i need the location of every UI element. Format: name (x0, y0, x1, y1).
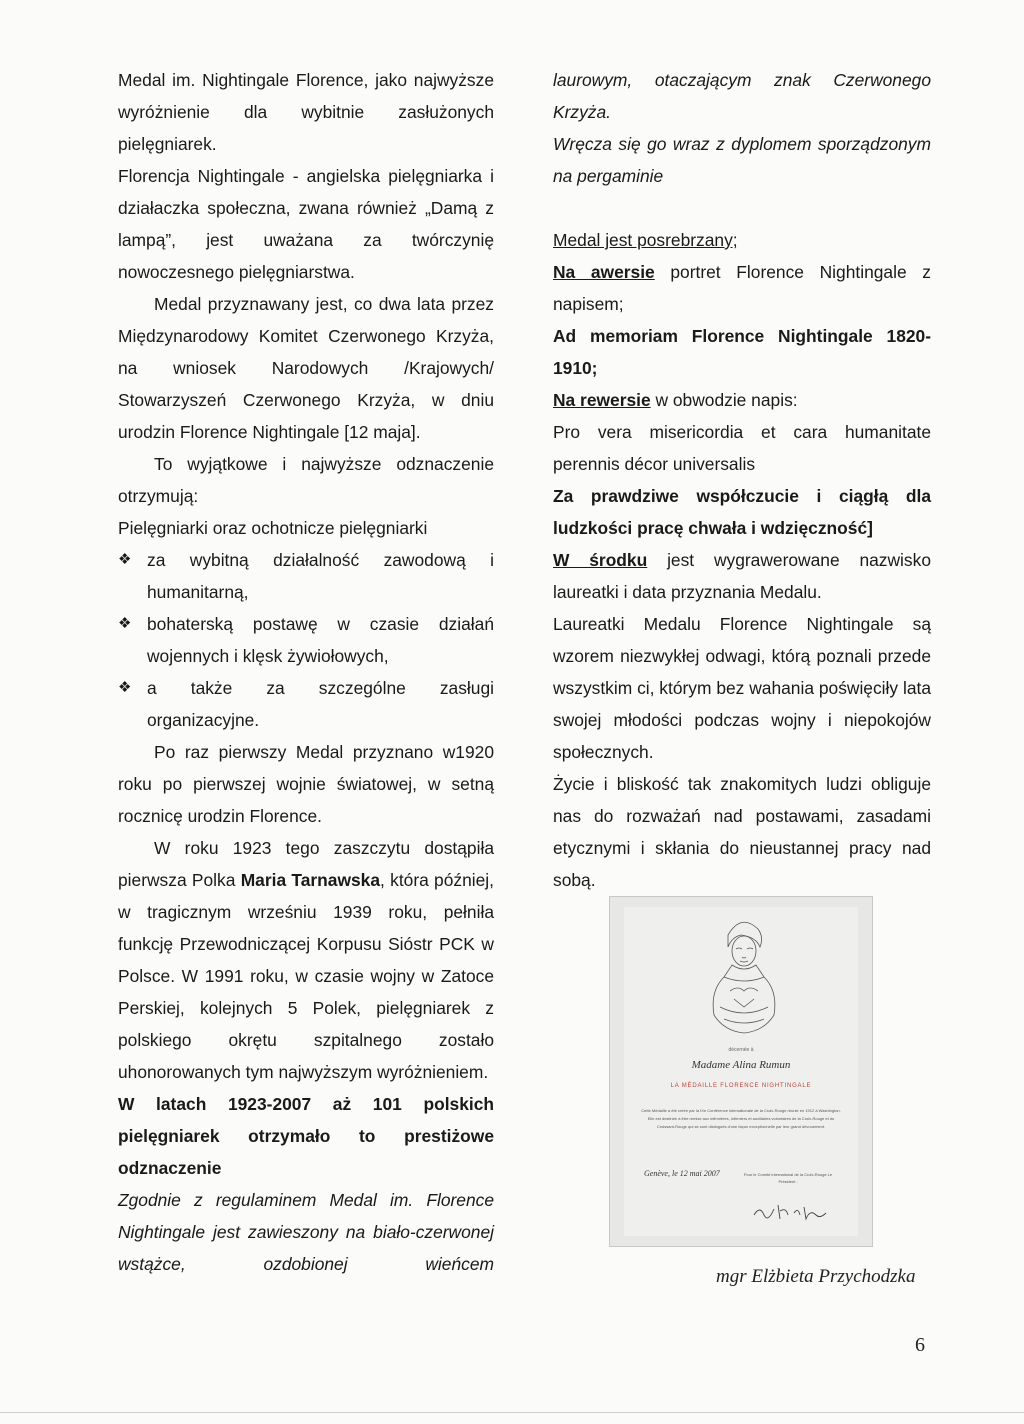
diamond-bullet-icon: ❖ (118, 679, 132, 696)
diploma-signatory-label: Pour le Comité international de la Croix-Rouge Le Président : (743, 1172, 833, 1184)
diploma-body-text: Cette Médaille a été créée par la IXe Conférence internationale de la Croix-Rouge réunie en 1912 à Washington. Elle est destinée à être remise aux infirmières, infirmiers et auxiliaires volontaires de la Croix-Rouge et du Croissant-Rouge qui se sont distingués d'une façon exceptionnelle par leur grand dévouement. (641, 1108, 841, 1129)
list-item: ❖ za wybitną działalność zawodową i humanitarną, (118, 544, 494, 608)
diploma-awarded-to: décernée à (728, 1047, 754, 1053)
paragraph-polish-laureates: W roku 1923 tego zaszczytu dostąpiła pierwsza Polka Maria Tarnawska, która później, w tragicznym wrześniu 1939 roku, pełniła funkcję Przewodniczącej Korpusu Sióstr PCK w Polsce. W 1991 roku, w czasie wojny w Zatoce Perskiej, kolejnych 5 Polek, pielęgniarek z polskiego okrętu szpitalnego zostało uhonorowanych tym najwyższym wyróżnieniem. (118, 838, 495, 1082)
paragraph-regulations: Zgodnie z regulaminem Medal im. Florence Nightingale jest zawieszony na biało-czerwonej wstążce, ozdobionej wieńcem (118, 1190, 494, 1274)
list-item: ❖ bohaterską postawę w czasie działań wojennych i klęsk żywiołowych, (118, 608, 494, 672)
paragraph-statistics: W latach 1923-2007 aż 101 polskich pielęgniarek otrzymało to prestiżowe odznaczenie (118, 1094, 494, 1178)
paragraph-laureates: Laureatki Medalu Florence Nightingale są wzorem niezwykłej odwagi, którą poznali przede wszystkim ci, którym bez wahania poświęciły lata swojej młodości podczas wojny i niepokojów społecznych. (553, 614, 931, 762)
right-column (553, 64, 931, 896)
diamond-bullet-icon: ❖ (118, 551, 132, 568)
paragraph-diploma: Wręcza się go wraz z dyplomem sporządzonym na pergaminie (553, 134, 931, 186)
left-column (118, 64, 494, 1280)
paragraph-silver: Medal jest posrebrzany; (553, 230, 738, 250)
florence-portrait-illustration (624, 907, 858, 1042)
paragraph-latin: Pro vera misericordia et cara humanitate perennis décor universalis (553, 422, 931, 474)
paragraph-florence-bio: Florencja Nightingale - angielska pielęgniarka i działaczka społeczna, zwana również „Damą z lampą”, jest uważana za twórczynię nowoczesnego pielęgniarstwa. (118, 166, 494, 282)
author-signature: mgr Elżbieta Przychodzka (716, 1266, 916, 1287)
diploma-recipient-name: Madame Alina Rumun (691, 1059, 791, 1071)
paragraph-first-award: Po raz pierwszy Medal przyznano w1920 roku po pierwszej wojnie światowej, w setną rocznicę urodzin Florence. (118, 742, 494, 826)
paragraph-translation: Za prawdziwe współczucie i ciągłą dla ludzkości pracę chwała i wdzięczność] (553, 486, 931, 538)
criteria-list (118, 544, 494, 736)
obverse-label: Na awersie (553, 262, 655, 282)
paragraph-reflection: Życie i bliskość tak znakomitych ludzi obliguje nas do rozważań nad postawami, zasadami etycznymi i skłania do nieustannej pracy nad sobą. (553, 774, 931, 890)
paragraph-center: W środku jest wygrawerowane nazwisko laureatki i data przyznania Medalu. (553, 550, 931, 602)
diploma-date: Genève, le 12 mai 2007 (644, 1169, 720, 1178)
paragraph-ribbon-cont: laurowym, otaczającym znak Czerwonego Krzyża. (553, 70, 931, 122)
paragraph-inscription: Ad memoriam Florence Nightingale 1820-1910; (553, 326, 931, 378)
scan-edge-divider (0, 1412, 1024, 1413)
paragraph-recipients-intro: To wyjątkowe i najwyższe odznaczenie otrzymują: (118, 454, 494, 506)
paragraph-reverse: Na rewersie w obwodzie napis: (553, 390, 798, 410)
reverse-label: Na rewersie (553, 390, 651, 410)
paragraph-awarding: Medal przyznawany jest, co dwa lata przez Międzynarodowy Komitet Czerwonego Krzyża, na wniosek Narodowych /Krajowych/ Stowarzyszeń Czerwonego Krzyża, w dniu urodzin Florence Nightingale [12 maja]. (118, 294, 494, 442)
handwritten-signature-icon (750, 1199, 830, 1223)
list-item: ❖ a także za szczególne zasługi organizacyjne. (118, 672, 494, 736)
laureate-name: Maria Tarnawska (240, 870, 381, 890)
page-number: 6 (915, 1334, 925, 1356)
diamond-bullet-icon: ❖ (118, 615, 132, 632)
paragraph-obverse: Na awersie portret Florence Nightingale z napisem; (553, 262, 931, 314)
paragraph-nurses: Pielęgniarki oraz ochotnicze pielęgniarki (118, 518, 428, 538)
paragraph-medal-intro: Medal im. Nightingale Florence, jako najwyższe wyróżnienie dla wybitnie zasłużonych pielęgniarek. (118, 70, 494, 154)
diploma-medal-title: LA MÉDAILLE FLORENCE NIGHTINGALE (670, 1083, 812, 1089)
center-label: W środku (553, 550, 648, 570)
diploma-image (609, 896, 873, 1247)
